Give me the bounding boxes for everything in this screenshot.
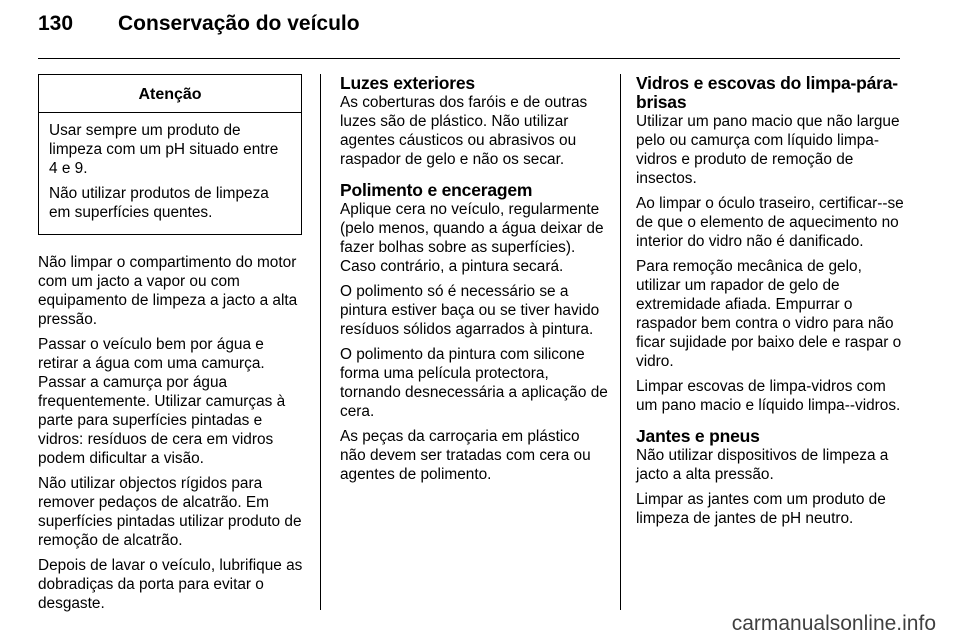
body-paragraph: Não utilizar objectos rígidos para remover pedaços de alcatrão. Em superfícies pintadas utilizar produto de remoção de alcatrão. [38, 475, 302, 549]
body-paragraph: Depois de lavar o veículo, lubrifique as dobradiças da porta para evitar o desgaste. [38, 557, 303, 612]
page-number: 130 [38, 12, 74, 35]
body-paragraph: Ao limpar o óculo traseiro, certificar--se de que o elemento de aquecimento no interior do vidro não é danificado. [636, 195, 904, 250]
body-paragraph: Não utilizar dispositivos de limpeza a jacto a alta pressão. [636, 447, 889, 483]
body-paragraph: Para remoção mecânica de gelo, utilizar um rapador de gelo de extremidade afiada. Empurrar o raspador bem contra o vidro para não ficar sujidade por baixo dele e raspar o vidro. [636, 258, 902, 370]
body-paragraph: O polimento da pintura com silicone forma uma película protectora, tornando desnecessária a aplicação de cera. [340, 346, 608, 420]
section-heading: Jantes e pneus [636, 426, 760, 446]
body-paragraph: As coberturas dos faróis e de outras luzes são de plástico. Não utilizar agentes cáusticos ou abrasivos ou raspador de gelo e não os secar. [340, 94, 588, 168]
body-paragraph: Utilizar um pano macio que não largue pelo ou camurça com líquido limpa-vidros e produto de remoção de insectos. [636, 113, 900, 187]
column-3 [636, 74, 904, 540]
section-exterior-lights [340, 74, 608, 169]
section-heading: Luzes exteriores [340, 73, 475, 93]
column-divider [620, 74, 621, 610]
warning-title: Atenção [39, 75, 301, 113]
warning-body [39, 113, 301, 234]
body-paragraph: As peças da carroçaria em plástico não devem ser tratadas com cera ou agentes de polimento. [340, 428, 591, 483]
page-header [38, 12, 360, 52]
section-heading: Vidros e escovas do limpa-pára-brisas [636, 73, 898, 112]
section-wheels-tyres [636, 427, 904, 528]
warning-paragraph: Não utilizar produtos de limpeza em superfícies quentes. [49, 185, 269, 221]
body-paragraph: Aplique cera no veículo, regularmente (pelo menos, quando a água deixar de fazer bolhas sobre as superfícies). Caso contrário, a pintura secará. [340, 201, 604, 275]
column-1 [38, 74, 304, 619]
column-2 [340, 74, 608, 496]
warning-box [38, 74, 302, 235]
column-divider [320, 74, 321, 610]
watermark-text: carmanualsonline.info [731, 612, 936, 635]
body-paragraph: Limpar escovas de limpa-vidros com um pano macio e líquido limpa--vidros. [636, 378, 901, 414]
body-paragraph: Não limpar o compartimento do motor com um jacto a vapor ou com equipamento de limpeza a jacto a alta pressão. [38, 254, 298, 328]
section-glass-wipers [636, 74, 904, 415]
warning-paragraph: Usar sempre um produto de limpeza com um pH situado entre 4 e 9. [49, 122, 279, 177]
body-paragraph: Limpar as jantes com um produto de limpeza de jantes de pH neutro. [636, 491, 886, 527]
section-polish-wax [340, 181, 608, 484]
body-paragraph: Passar o veículo bem por água e retirar a água com uma camurça. Passar a camurça por água frequentemente. Utilizar camurças à parte para superfícies pintadas e vidros: resíduos de cera em vidros podem dificultar a visão. [38, 336, 286, 467]
chapter-title: Conservação do veículo [118, 12, 360, 35]
section-heading: Polimento e enceragem [340, 180, 533, 200]
body-paragraph: O polimento só é necessário se a pintura estiver baça ou se tiver havido resíduos sólidos agarrados à pintura. [340, 283, 600, 338]
header-rule [38, 58, 900, 59]
